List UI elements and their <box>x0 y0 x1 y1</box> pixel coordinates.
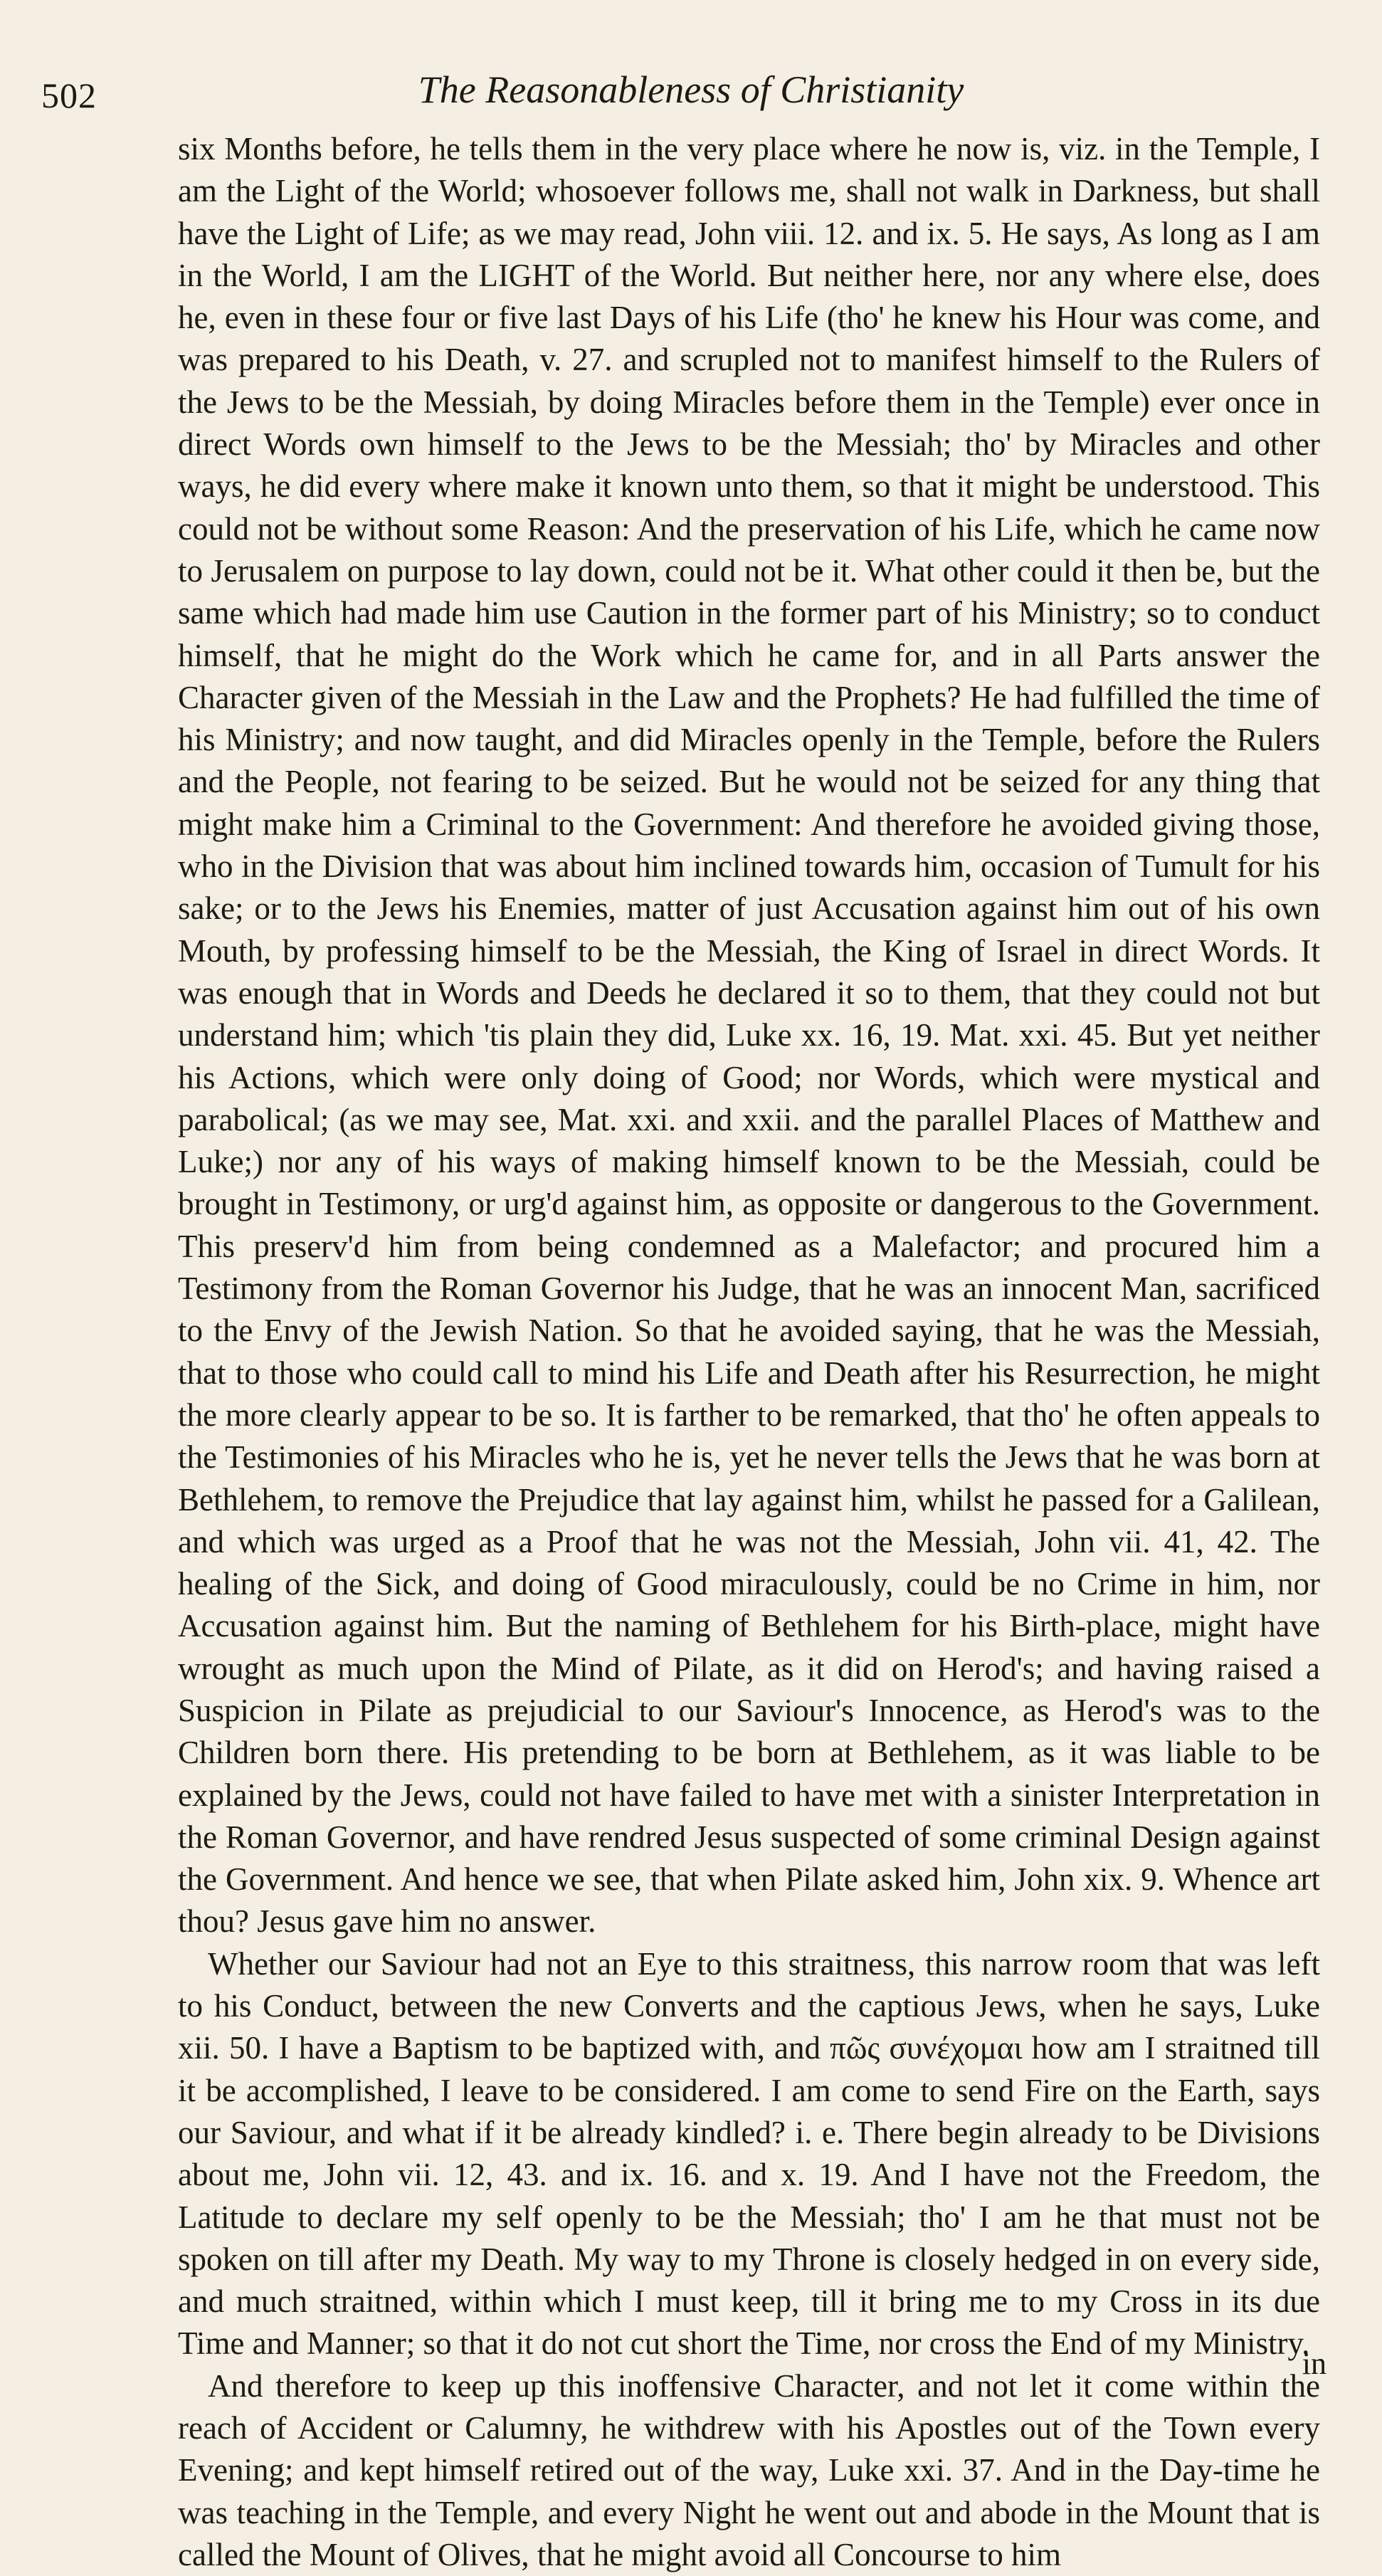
paragraph: And therefore to keep up this inoffensive Character, and not let it come within the reach of Accident or Calumny, he withdrew with his Apostles out of the Town every Evening; and kept himself retired out of the way, Luke xxi. 37. And in the Day-time he was teaching in the Temple, and every Night he went out and abode in the Mount that is called the Mount of Olives, that he might avoid all Concourse to him <box>178 2367 1320 2572</box>
paragraph: six Months before, he tells them in the very place where he now is, viz. in the Temple, I am the Light of the World; whosoever follows me, shall not walk in Darkness, but shall have the Light of Life; as we may read, John viii. 12. and ix. 5. He says, As long as I am in the World, I am the LIGHT of the World. But neither here, nor any where else, does he, even in these four or five last Days of his Life (tho' he knew his Hour was come, and was prepared to his Death, v. 27. and scrupled not to manifest himself to the Rulers of the Jews to be the Messiah, by doing Miracles before them in the Temple) ever once in direct Words own himself to the Jews to be the Messiah; tho' by Miracles and other ways, he did every where make it known unto them, so that it might be understood. This could not be without some Reason: And the preservation of his Life, which he came now to Jerusalem on purpose to lay down, could not be it. What other could it then be, but the same which had made him use Caution in the former part of his Ministry; so to conduct himself, that he might do the Work which he came for, and in all Parts answer the Character given of the Messiah in the Law and the Prophets? He had fulfilled the time of his Ministry; and now taught, and did Miracles openly in the Temple, before the Rulers and the People, not fearing to be seized. But he would not be seized for any thing that might make him a Criminal to the Government: And therefore he avoided giving those, who in the Division that was about him inclined towards him, occasion of Tumult for his sake; or to the Jews his Enemies, matter of just Accusation against him out of his own Mouth, by professing himself to be the Messiah, the King of Israel in direct Words. It was enough that in Words and Deeds he declared it so to them, that they could not but understand him; which 'tis plain they did, Luke xx. 16, 19. Mat. xxi. 45. But yet neither his Actions, which were only doing of Good; nor Words, which were mystical and parabolical; (as we may see, Mat. xxi. and xxii. and the parallel Places of Matthew and Luke;) nor any of his ways of making himself known to be the Messiah, could be brought in Testimony, or urg'd against him, as opposite or dangerous to the Government. This preserv'd him from being condemned as a Malefactor; and procured him a Testimony from the Roman Governor his Judge, that he was an innocent Man, sacrificed to the Envy of the Jewish Nation. So that he avoided saying, that he was the Messiah, that to those who could call to mind his Life and Death after his Resurrection, he might the more clearly appear to be so. It is farther to be remarked, that tho' he often appeals to the Testimonies of his Miracles who he is, yet he never tells the Jews that he was born at Bethlehem, to remove the Prejudice that lay against him, whilst he passed for a Galilean, and which was urged as a Proof that he was not the Messiah, John vii. 41, 42. The healing of the Sick, and doing of Good miraculously, could be no Crime in him, nor Accusation against him. But the naming of Bethlehem for his Birth-place, might have wrought as much upon the Mind of Pilate, as it did on Herod's; and having raised a Suspicion in Pilate as prejudicial to our Saviour's Innocence, as Herod's was to the Children born there. His pretending to be born at Bethlehem, as it was liable to be explained by the Jews, could not have failed to have met with a sinister Interpretation in the Roman Governor, and have rendred Jesus suspected of some criminal Design against the Government. And hence we see, that when Pilate asked him, John xix. 9. Whence art thou? Jesus gave him no answer. <box>178 131 1320 1940</box>
catchword: in <box>1302 2346 1326 2381</box>
running-title: The Reasonableness of Christianity <box>418 68 964 111</box>
body-text <box>178 128 1320 2576</box>
paragraph: Whether our Saviour had not an Eye to this straitness, this narrow room that was left to his Conduct, between the new Converts and the captious Jews, when he says, Luke xii. 50. I have a Baptism to be baptized with, and πῶς συνέχομαι how am I straitned till it be accomplished, I leave to be considered. I am come to send Fire on the Earth, says our Saviour, and what if it be already kindled? i. e. There begin already to be Divisions about me, John vii. 12, 43. and ix. 16. and x. 19. And I have not the Freedom, the Latitude to declare my self openly to be the Messiah; tho' I am he that must not be spoken on till after my Death. My way to my Throne is closely hedged in on every side, and much straitned, within which I must keep, till it bring me to my Cross in its due Time and Manner; so that it do not cut short the Time, nor cross the End of my Ministry. <box>178 1945 1320 2362</box>
page-number: 502 <box>41 75 97 115</box>
